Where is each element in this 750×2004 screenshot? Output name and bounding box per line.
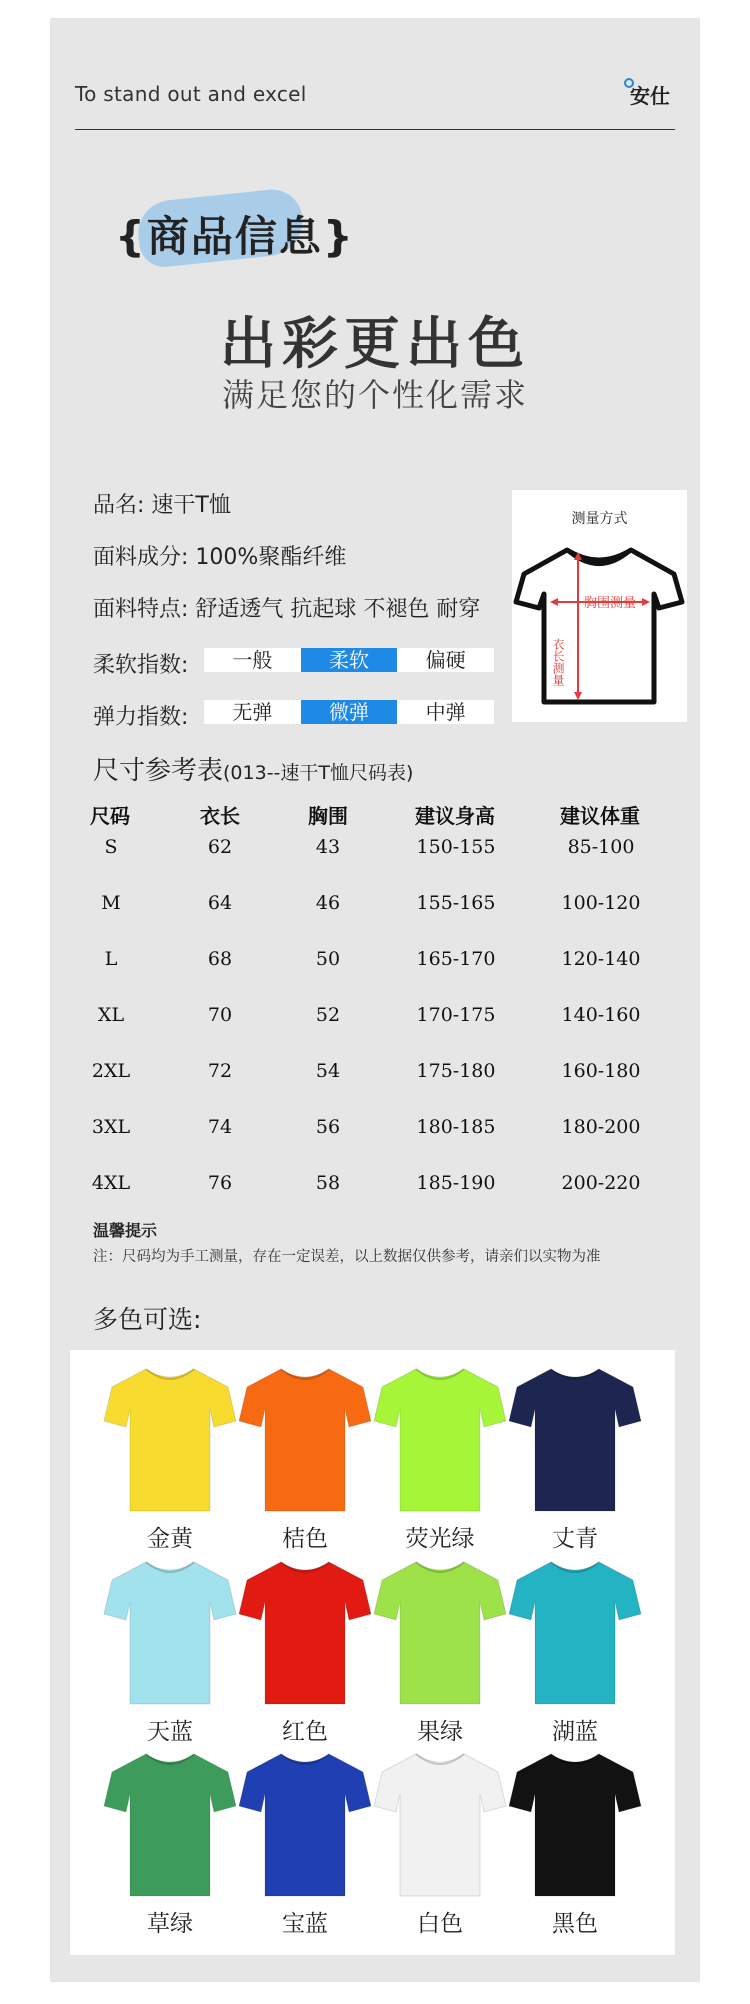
elasticity-option: 无弹 [232, 700, 273, 724]
color-swatch [505, 1558, 645, 1748]
table-cell-length: 64 [207, 892, 233, 914]
tshirt-icon [102, 1558, 238, 1708]
color-swatch [100, 1558, 240, 1748]
headline: 出彩更出色 [220, 312, 530, 377]
table-cell-length: 74 [207, 1116, 233, 1138]
spec-fabric-value: 100%聚酯纤维 [195, 545, 347, 570]
table-cell-length: 70 [207, 1004, 233, 1026]
table-header-weight: 建议体重 [560, 804, 640, 828]
table-cell-size: S [104, 836, 118, 858]
measurement-diagram [512, 490, 687, 722]
color-swatch [100, 1365, 240, 1555]
table-cell-chest: 43 [315, 836, 341, 858]
color-swatch [235, 1365, 375, 1555]
table-cell-chest: 50 [315, 948, 341, 970]
spec-features-value: 舒适透气 抗起球 不褪色 耐穿 [195, 597, 481, 622]
color-swatch [235, 1558, 375, 1748]
size-table-subtitle: (013--速干T恤尺码表) [223, 762, 414, 784]
tshirt-icon [507, 1365, 643, 1515]
table-cell-height: 155-165 [416, 892, 496, 914]
table-cell-height: 175-180 [416, 1060, 496, 1082]
spec-name [93, 488, 231, 519]
table-cell-weight: 120-140 [561, 948, 641, 970]
tshirt-icon [102, 1365, 238, 1515]
tshirt-icon [102, 1750, 238, 1900]
table-cell-size: M [101, 892, 121, 914]
size-table-heading: 尺寸参考表 [93, 756, 224, 786]
brand-name: 安仕 [630, 84, 670, 108]
table-cell-chest: 58 [315, 1172, 341, 1194]
color-swatch [505, 1365, 645, 1555]
color-swatch [370, 1558, 510, 1748]
table-header-height: 建议身高 [415, 804, 495, 828]
subheadline: 满足您的个性化需求 [221, 376, 528, 414]
table-cell-weight: 100-120 [561, 892, 641, 914]
softness-option: 一般 [232, 648, 273, 672]
table-cell-size: L [104, 948, 118, 970]
tip-text: 注：尺码均为手工测量，存在一定误差，以上数据仅供参考，请亲们以实物为准 [93, 1249, 601, 1265]
color-swatch-grid [70, 1350, 675, 1955]
table-cell-chest: 46 [315, 892, 341, 914]
tagline: To stand out and excel [75, 82, 307, 106]
tshirt-icon [372, 1558, 508, 1708]
table-cell-chest: 56 [315, 1116, 341, 1138]
color-swatch-label: 黑色 [552, 1911, 598, 1937]
tip-title: 温馨提示 [93, 1221, 158, 1240]
spec-softness-label: 柔软指数: [93, 653, 189, 678]
tshirt-icon [507, 1750, 643, 1900]
tshirt-icon [237, 1750, 373, 1900]
spec-features-label: 面料特点: [93, 597, 189, 622]
softness-scale [204, 648, 494, 672]
size-table-title [93, 750, 413, 787]
length-measure-label: 衣长测量 [551, 638, 565, 686]
spec-name-value: 速干T恤 [151, 493, 231, 518]
color-swatch-label: 白色 [417, 1911, 463, 1937]
color-swatch-label: 红色 [282, 1719, 328, 1745]
table-cell-height: 150-155 [416, 836, 496, 858]
spec-name-label: 品名: [93, 493, 145, 518]
table-header-length: 衣长 [200, 804, 240, 828]
color-swatch-label: 草绿 [147, 1911, 193, 1937]
table-cell-weight: 160-180 [561, 1060, 641, 1082]
table-cell-size: 3XL [91, 1116, 131, 1138]
brand-logo [630, 80, 670, 109]
table-cell-length: 72 [207, 1060, 233, 1082]
table-cell-height: 185-190 [416, 1172, 496, 1194]
table-cell-size: 4XL [91, 1172, 131, 1194]
tshirt-icon [372, 1365, 508, 1515]
color-swatch [235, 1750, 375, 1940]
table-cell-length: 76 [207, 1172, 233, 1194]
color-swatch-label: 荧光绿 [405, 1526, 475, 1552]
table-cell-height: 165-170 [416, 948, 496, 970]
table-cell-size: 2XL [91, 1060, 131, 1082]
tshirt-icon [237, 1365, 373, 1515]
table-cell-weight: 200-220 [561, 1172, 641, 1194]
color-swatch [100, 1750, 240, 1940]
table-cell-chest: 52 [315, 1004, 341, 1026]
table-cell-height: 170-175 [416, 1004, 496, 1026]
color-swatch-label: 丈青 [552, 1526, 598, 1552]
elasticity-scale [204, 700, 494, 724]
color-swatch [505, 1750, 645, 1940]
table-header-size: 尺码 [90, 804, 130, 828]
colors-title: 多色可选: [93, 1305, 202, 1334]
table-cell-weight: 140-160 [561, 1004, 641, 1026]
color-swatch-label: 桔色 [282, 1526, 328, 1552]
tshirt-icon [372, 1750, 508, 1900]
tshirt-icon [237, 1558, 373, 1708]
color-swatch-label: 果绿 [417, 1719, 463, 1745]
spec-softness [93, 648, 188, 679]
table-cell-length: 62 [207, 836, 233, 858]
logo-dot-icon [624, 78, 634, 88]
section-title: {商品信息} [115, 212, 355, 261]
elasticity-option: 中弹 [425, 700, 466, 724]
softness-option-selected: 柔软 [301, 648, 398, 672]
spec-features [93, 592, 480, 623]
chest-measure-label: 胸围测量 [584, 596, 637, 611]
table-cell-size: XL [97, 1004, 125, 1026]
softness-option: 偏硬 [425, 648, 466, 672]
color-swatch-label: 天蓝 [147, 1719, 193, 1745]
tshirt-icon [507, 1558, 643, 1708]
table-header-chest: 胸围 [308, 804, 348, 828]
table-cell-length: 68 [207, 948, 233, 970]
header-divider [75, 129, 675, 130]
spec-fabric [93, 540, 346, 571]
table-cell-height: 180-185 [416, 1116, 496, 1138]
spec-fabric-label: 面料成分: [93, 545, 189, 570]
color-swatch-label: 湖蓝 [552, 1719, 598, 1745]
spec-elasticity-label: 弹力指数: [93, 705, 189, 730]
table-cell-weight: 180-200 [561, 1116, 641, 1138]
color-swatch-label: 金黄 [147, 1526, 193, 1552]
measurement-title: 测量方式 [571, 511, 628, 527]
color-swatch-label: 宝蓝 [282, 1911, 328, 1937]
table-cell-weight: 85-100 [567, 836, 635, 858]
elasticity-option-selected: 微弹 [301, 700, 398, 724]
table-cell-chest: 54 [315, 1060, 341, 1082]
color-swatch [370, 1750, 510, 1940]
spec-elasticity [93, 700, 188, 731]
color-swatch [370, 1365, 510, 1555]
